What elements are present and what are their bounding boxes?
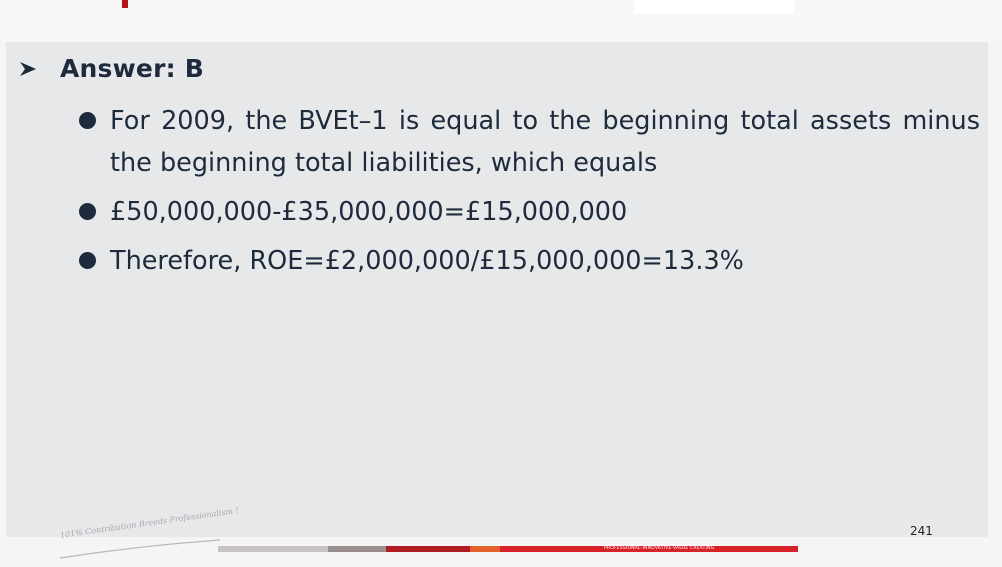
footer-swoosh xyxy=(58,538,223,562)
top-strip xyxy=(0,0,1002,42)
bullet-list xyxy=(76,100,980,289)
footer-bar-dark-red xyxy=(386,546,470,552)
footer-tagline: PROFESSIONAL-INNOVATIVE-VALUE CREATING xyxy=(604,546,715,551)
arrow-right-icon xyxy=(18,59,38,79)
footer-bar-orange xyxy=(470,546,500,552)
bullet-item xyxy=(76,240,980,282)
bullet-item xyxy=(76,191,980,233)
bullet-item xyxy=(76,100,980,184)
footer-bar-gray-light xyxy=(218,546,328,552)
bullet-dot xyxy=(79,112,96,129)
heading-text: Answer: B xyxy=(60,54,204,83)
top-white-box xyxy=(634,0,794,14)
footer-bar-gray xyxy=(328,546,386,552)
bullet-text: Therefore, ROE=£2,000,000/£15,000,000=13.3% xyxy=(110,246,744,276)
page-number: 241 xyxy=(910,524,933,538)
answer-heading xyxy=(18,54,204,83)
bullet-dot xyxy=(79,203,96,220)
bullet-text: £50,000,000-£35,000,000=£15,000,000 xyxy=(110,197,628,227)
top-red-mark xyxy=(122,0,128,8)
bullet-text: For 2009, the BVEt–1 is equal to the beginning total assets minus the beginning total liabilities, which equals xyxy=(110,106,980,178)
slide-content xyxy=(6,42,988,537)
bullet-dot xyxy=(79,252,96,269)
footer-motto: 101% Contribution Breeds Professionalism ! xyxy=(59,505,240,540)
